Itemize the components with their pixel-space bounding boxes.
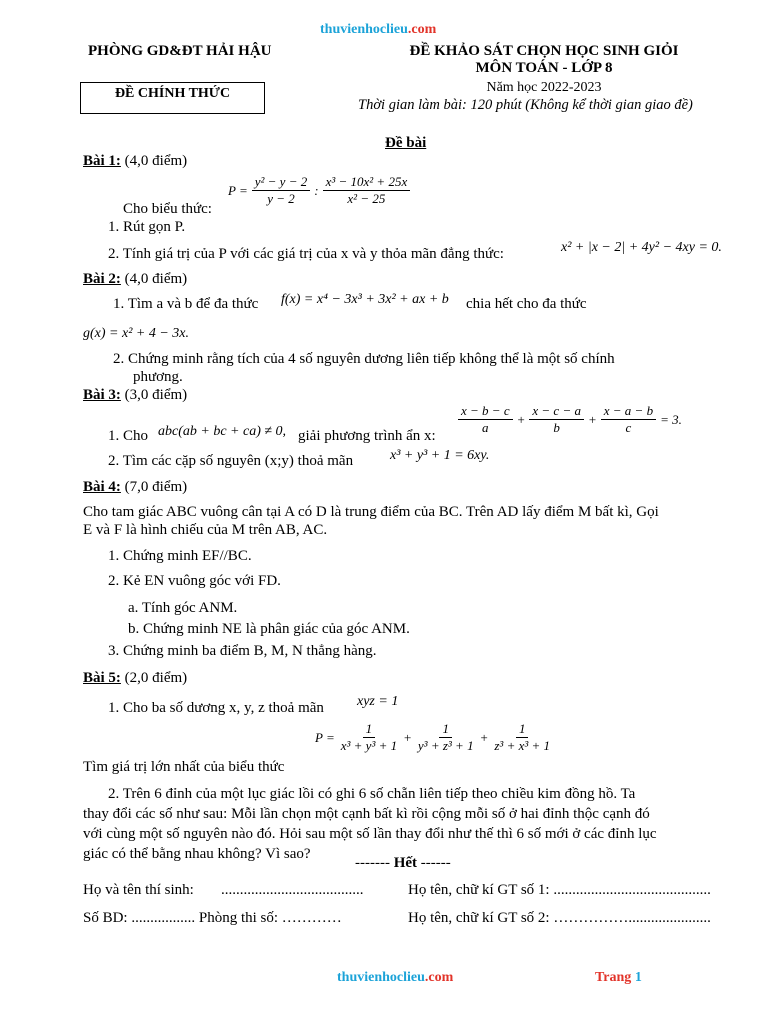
problem-3-points: (3,0 điểm) — [120, 387, 188, 403]
problem-1-intro: Cho biểu thức: — [123, 201, 212, 217]
page-label: Trang — [595, 970, 635, 985]
problem-1-equation: x² + |x − 2| + 4y² − 4xy = 0. — [561, 240, 722, 255]
fraction-p1-den: x³ + y³ + 1 — [340, 738, 398, 754]
exam-title: ĐỀ KHẢO SÁT CHỌN HỌC SINH GIỎI — [409, 43, 679, 59]
equation-fractions — [458, 404, 682, 436]
problem-5-item-1: 1. Cho ba số dương x, y, z thoả mãn — [108, 700, 324, 716]
problem-5-label: Bài 5: — [83, 670, 121, 686]
fraction-xbc-num: x − b − c — [458, 404, 513, 420]
fraction-1-num: y² − y − 2 — [252, 175, 310, 191]
problems-heading: Đề bài — [385, 135, 427, 151]
fraction-p3-num: 1 — [516, 722, 529, 738]
problem-5-title — [83, 670, 187, 687]
candidate-name-dots: ...................................... — [221, 882, 364, 898]
problem-4-points: (7,0 điểm) — [120, 479, 188, 495]
subject-grade: MÔN TOÁN - LỚP 8 — [475, 60, 613, 76]
fraction-p1-num: 1 — [363, 722, 376, 738]
official-exam-label: ĐỀ CHÍNH THỨC — [114, 86, 231, 101]
page-num: 1 — [634, 970, 642, 985]
proctor-1-field: Họ tên, chữ kí GT số 1: .......................................... — [408, 882, 711, 898]
problem-1-title — [83, 153, 187, 170]
problem-5-item-2-line-1: 2. Trên 6 đỉnh của một lục giác lồi có ghi 6 số chẵn liên tiếp theo chiều kim đồng hồ. Ta — [108, 786, 636, 802]
fraction-p2-den: y³ + z³ + 1 — [417, 738, 474, 754]
plus-sign: + — [587, 411, 597, 427]
proctor-2-field: Họ tên, chữ kí GT số 2: ……………...................... — [408, 910, 711, 926]
plus-sign: + — [479, 729, 489, 745]
fraction-xab-num: x − a − b — [601, 404, 656, 420]
problem-5-item-2-line-3: với cùng một số nguyên nào đó. Hỏi sau một số lần thay đổi như thế thì 6 số mới ở các đỉnh lục — [83, 826, 657, 842]
fraction-xab — [601, 404, 656, 436]
fraction-p2 — [415, 722, 477, 754]
fraction-2-den: x² − 25 — [347, 191, 386, 207]
expression-P — [228, 175, 410, 207]
footer-site: thuvienhoclieu — [337, 970, 425, 985]
fraction-xca-num: x − c − a — [529, 404, 584, 420]
top-watermark — [320, 22, 436, 38]
polynomial-g: g(x) = x² + 4 − 3x. — [83, 326, 190, 341]
fraction-2-num: x³ − 10x² + 25x — [323, 175, 411, 191]
condition-xyz: xyz = 1 — [357, 694, 399, 709]
page-number — [595, 970, 642, 986]
problem-2-item-1-a: 1. Tìm a và b để đa thức — [113, 296, 259, 312]
fraction-xca — [529, 404, 584, 436]
problem-4-title — [83, 479, 187, 496]
fraction-p3-den: z³ + x³ + 1 — [494, 738, 551, 754]
condition-abc: abc(ab + bc + ca) ≠ 0, — [158, 424, 287, 439]
fraction-p2-num: 1 — [439, 722, 452, 738]
equals-three: = 3. — [660, 411, 682, 427]
fraction-xbc-den: a — [482, 420, 489, 436]
expression-P-5 — [315, 722, 553, 754]
problem-3-item-2: 2. Tìm các cặp số nguyên (x;y) thoả mãn — [108, 453, 354, 469]
problem-2-label: Bài 2: — [83, 271, 121, 287]
problem-4-intro-line-1: Cho tam giác ABC vuông cân tại A có D là trung điểm của BC. Trên AD lấy điểm M bất kì, Gọi — [83, 504, 659, 520]
department-name: PHÒNG GD&ĐT HẢI HẬU — [88, 43, 272, 59]
footer-watermark — [337, 970, 453, 986]
problem-3-item-1-a: 1. Cho — [108, 428, 149, 444]
problem-5-find: Tìm giá trị lớn nhất của biểu thức — [83, 759, 285, 775]
polynomial-f: f(x) = x⁴ − 3x³ + 3x² + ax + b — [281, 292, 449, 307]
problem-1-label: Bài 1: — [83, 153, 121, 169]
end-text: Hết — [393, 855, 418, 871]
divide-sign: : — [314, 182, 319, 198]
problem-3-title — [83, 387, 187, 404]
problem-5-points: (2,0 điểm) — [120, 670, 188, 686]
end-dashes-left: ------- — [355, 855, 394, 871]
fraction-2 — [323, 175, 411, 207]
problem-5-item-2-line-2: thay đổi các số như sau: Mỗi lần chọn một cạnh bất kì rồi cộng mỗi số ở hai đỉnh thộc cạnh đó — [83, 806, 650, 822]
P-symbol-5: P = — [315, 729, 335, 745]
school-year: Năm học 2022-2023 — [486, 80, 602, 95]
plus-sign: + — [403, 729, 412, 745]
problem-3-label: Bài 3: — [83, 387, 121, 403]
problem-4-item-2: 2. Kẻ EN vuông góc với FD. — [108, 573, 281, 589]
problem-5-item-2-line-4: giác có thể bằng nhau không? Vì sao? — [83, 846, 311, 862]
P-symbol: P = — [228, 182, 248, 198]
problem-3-item-1-b: giải phương trình ẩn x: — [298, 428, 436, 444]
candidate-name-label: Họ và tên thí sinh: — [83, 882, 194, 898]
problem-3-equation: x³ + y³ + 1 = 6xy. — [390, 448, 490, 463]
problem-4-label: Bài 4: — [83, 479, 121, 495]
watermark-text: thuvienhoclieu — [320, 22, 408, 37]
exam-duration: Thời gian làm bài: 120 phút (Không kể thời gian giao đề) — [358, 97, 693, 113]
official-exam-box — [80, 82, 265, 114]
problem-4-item-3: 3. Chứng minh ba điểm B, M, N thẳng hàng. — [108, 643, 377, 659]
problem-4-item-1: 1. Chứng minh EF//BC. — [108, 548, 252, 564]
end-marker — [355, 855, 451, 872]
fraction-xbc — [458, 404, 513, 436]
candidate-number-field: Số BD: ................. Phòng thi số: ………… — [83, 910, 342, 926]
fraction-1 — [252, 175, 310, 207]
problem-1-points: (4,0 điểm) — [120, 153, 188, 169]
problem-4-item-2a: a. Tính góc ANM. — [128, 600, 238, 616]
problem-1-item-2: 2. Tính giá trị của P với các giá trị của x và y thỏa mãn đẳng thức: — [108, 246, 504, 262]
fraction-p1 — [338, 722, 400, 754]
fraction-p3 — [491, 722, 553, 754]
problem-2-item-2-line-2: phương. — [133, 369, 183, 385]
plus-sign: + — [516, 411, 526, 427]
problem-2-title — [83, 271, 187, 288]
fraction-xab-den: c — [625, 420, 632, 436]
problem-4-intro-line-2: E và F là hình chiếu của M trên AB, AC. — [83, 522, 328, 538]
problem-2-item-2-line-1: 2. Chứng minh rằng tích của 4 số nguyên dương liên tiếp không thể là một số chính — [113, 351, 615, 367]
problem-1-item-1: 1. Rút gọn P. — [108, 219, 186, 235]
footer-domain: .com — [424, 970, 454, 985]
fraction-1-den: y − 2 — [267, 191, 295, 207]
problem-2-points: (4,0 điểm) — [120, 271, 188, 287]
problem-4-item-2b: b. Chứng minh NE là phân giác của góc ANM. — [128, 621, 410, 637]
end-dashes-right: ------ — [417, 855, 451, 871]
watermark-domain: .com — [407, 22, 437, 37]
problem-2-item-1-b: chia hết cho đa thức — [466, 296, 587, 312]
fraction-xca-den: b — [553, 420, 560, 436]
